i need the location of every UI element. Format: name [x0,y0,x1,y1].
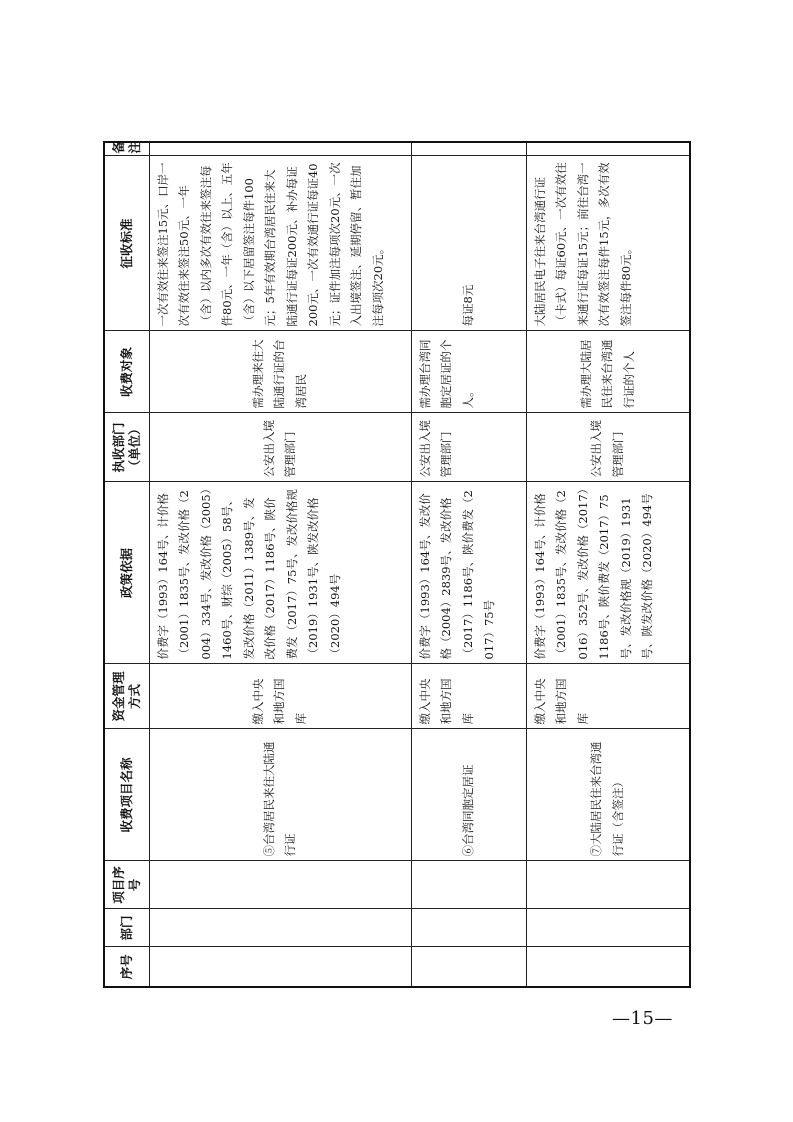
cell-policy: 价费字（1993）164号、计价格（2001）1835号、发改价格（2004）334号、发改价格（2005）1460号、财综（2005）58号、发改价格（2011）1389号、发改价格（2017）1186号、陕价费发（2017）75号、发改价格规（2019）1931号、陕发改价格（2020）494号 [149,482,411,664]
header-seq: 序号 [104,947,149,987]
header-standard: 征收标准 [104,156,149,331]
fee-table [103,128,691,988]
cell-target: 需办理台湾同胞定居证的个人。 [411,331,526,413]
header-fund: 资金管理方式 [104,664,149,729]
cell-standard: 每证8元 [411,156,526,331]
cell-fund: 缴入中央和地方国库 [149,664,411,729]
cell-dept [526,909,690,947]
cell-item-seq [526,861,690,909]
table-row [526,142,690,987]
cell-fund: 缴入中央和地方国库 [411,664,526,729]
cell-dept [149,909,411,947]
cell-item-seq [411,861,526,909]
header-exec: 执收部门（单位） [104,413,149,482]
page-number: —15— [612,1008,673,1029]
cell-exec: 公安出入境管理部门 [526,413,690,482]
cell-policy: 价费字（1993）164号、发改价格（2004）2839号、发改价格（2017）1186号、陕价费发（2017）75号 [411,482,526,664]
cell-policy: 价费字（1993）164号、计价格（2001）1835号、发改价格（2016）352号、发改价格（2017）1186号、陕价费发（2017）75号、发改价格规（2019）1931号、陕发改价格（2020）494号 [526,482,690,664]
header-note: 备 注 [104,142,149,156]
cell-name: ⑦大陆居民往来台湾通行证（含签注） [526,729,690,861]
cell-seq [149,947,411,987]
header-item-seq: 项目序号 [104,861,149,909]
header-dept: 部门 [104,909,149,947]
cell-standard: 大陆居民电子往来台湾通行证（卡式）每证60元、一次有效往来通行证每证15元；前往台湾一次有效签注每件15元，多次有效签注每件80元。 [526,156,690,331]
cell-exec: 公安出入境管理部门 [411,413,526,482]
cell-item-seq [149,861,411,909]
cell-name: ⑤台湾居民来往大陆通行证 [149,729,411,861]
header-policy: 政策依据 [104,482,149,664]
header-row [104,142,149,987]
table-row [411,142,526,987]
cell-seq [411,947,526,987]
cell-note [149,142,411,156]
cell-seq [526,947,690,987]
rotated-table-container [103,128,691,988]
table-row [149,142,411,987]
header-target: 收费对象 [104,331,149,413]
cell-name: ⑥台湾同胞定居证 [411,729,526,861]
cell-target: 需办理来往大陆通行证的台湾居民 [149,331,411,413]
cell-dept [411,909,526,947]
header-name: 收费项目名称 [104,729,149,861]
cell-fund: 缴入中央和地方国库 [526,664,690,729]
cell-note [411,142,526,156]
cell-standard: 一次有效往来签注15元、口岸一次有效往来签注50元、一年（含）以内多次有效往来签注每件80元、一年（含）以上、五年（含）以下居留签注每件100元；5年有效期台湾居民往来大陆通行证每证200元、补办每证200元、一次有效通行证每证40元；证件加注每项次20元、一次入出境签注、延期停留、暂住加注每项次20元。 [149,156,411,331]
cell-target: 需办理大陆居民往来台湾通行证的个人 [526,331,690,413]
cell-note [526,142,690,156]
cell-exec: 公安出入境管理部门 [149,413,411,482]
